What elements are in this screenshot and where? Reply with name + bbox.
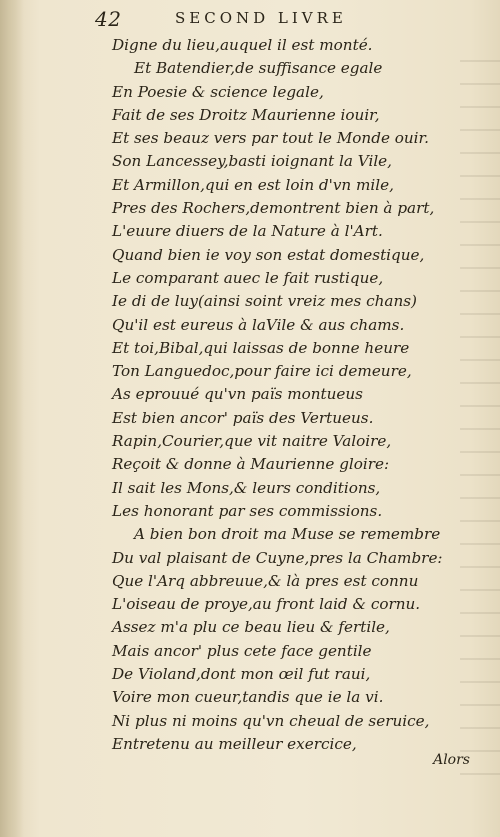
running-head xyxy=(95,7,415,31)
verse-line: Assez m'a plu ce beau lieu & fertile, xyxy=(112,618,390,637)
verse-line: Les honorant par ses commissions. xyxy=(112,501,383,520)
verse-line: Et Batendier,de suffisance egale xyxy=(134,59,383,78)
verse-block xyxy=(112,34,462,756)
verse-line: Ni plus ni moins qu'vn cheual de seruice, xyxy=(112,711,430,730)
verse-line: Et Armillon,qui en est loin d'vn mile, xyxy=(112,175,394,194)
page-number: 42 xyxy=(95,7,122,31)
page-gutter-shadow xyxy=(0,0,24,837)
verse-line: Et toi,Bibal,qui laissas de bonne heure xyxy=(112,338,410,357)
verse-line: De Violand,dont mon œil fut raui, xyxy=(112,665,371,684)
verse-line: Que l'Arq abbreuue,& là pres est connu xyxy=(112,571,419,590)
verse-line: Rapin,Courier,que vit naitre Valoire, xyxy=(112,432,392,451)
verse-line: Est bien ancor' païs des Vertueus. xyxy=(112,408,374,427)
verse-line: Entretenu au meilleur exercice, xyxy=(112,734,357,753)
verse-line: Du val plaisant de Cuyne,pres la Chambre: xyxy=(112,548,443,567)
verse-line: Mais ancor' plus cete face gentile xyxy=(112,641,372,660)
verse-line: Ie di de luy(ainsi soint vreiz mes chans) xyxy=(112,292,417,311)
verse-line: Qu'il est eureus à laVile & aus chams. xyxy=(112,315,405,334)
verse-line: Digne du lieu,auquel il est monté. xyxy=(112,36,373,54)
verse-line: Pres des Rochers,demontrent bien à part, xyxy=(112,199,435,218)
verse-line: Quand bien ie voy son estat domestique, xyxy=(112,245,425,264)
verse-line: Et ses beauz vers par tout le Monde ouir. xyxy=(112,129,429,148)
verse-line: L'oiseau de proye,au front laid & cornu. xyxy=(112,595,421,614)
verse-line: As eprouué qu'vn païs montueus xyxy=(112,385,363,404)
catchword: Alors xyxy=(433,752,470,768)
running-title: SECOND LIVRE xyxy=(175,9,347,27)
verse-line: L'euure diuers de la Nature à l'Art. xyxy=(112,222,383,241)
verse-line: Le comparant auec le fait rustique, xyxy=(112,268,384,287)
verse-line: Reçoit & donne à Maurienne gloire: xyxy=(112,455,390,474)
verse-line: Il sait les Mons,& leurs conditions, xyxy=(112,478,381,497)
verse-line: Voire mon cueur,tandis que ie la vi. xyxy=(112,688,384,707)
facing-page-show-through xyxy=(460,60,500,780)
verse-line: A bien bon droit ma Muse se remembre xyxy=(134,525,441,544)
verse-line: Son Lancessey,basti ioignant la Vile, xyxy=(112,152,392,171)
verse-line: Fait de ses Droitz Maurienne iouir, xyxy=(112,105,380,124)
verse-line: En Poesie & science legale, xyxy=(112,82,324,101)
verse-line: Ton Languedoc,pour faire ici demeure, xyxy=(112,362,412,381)
